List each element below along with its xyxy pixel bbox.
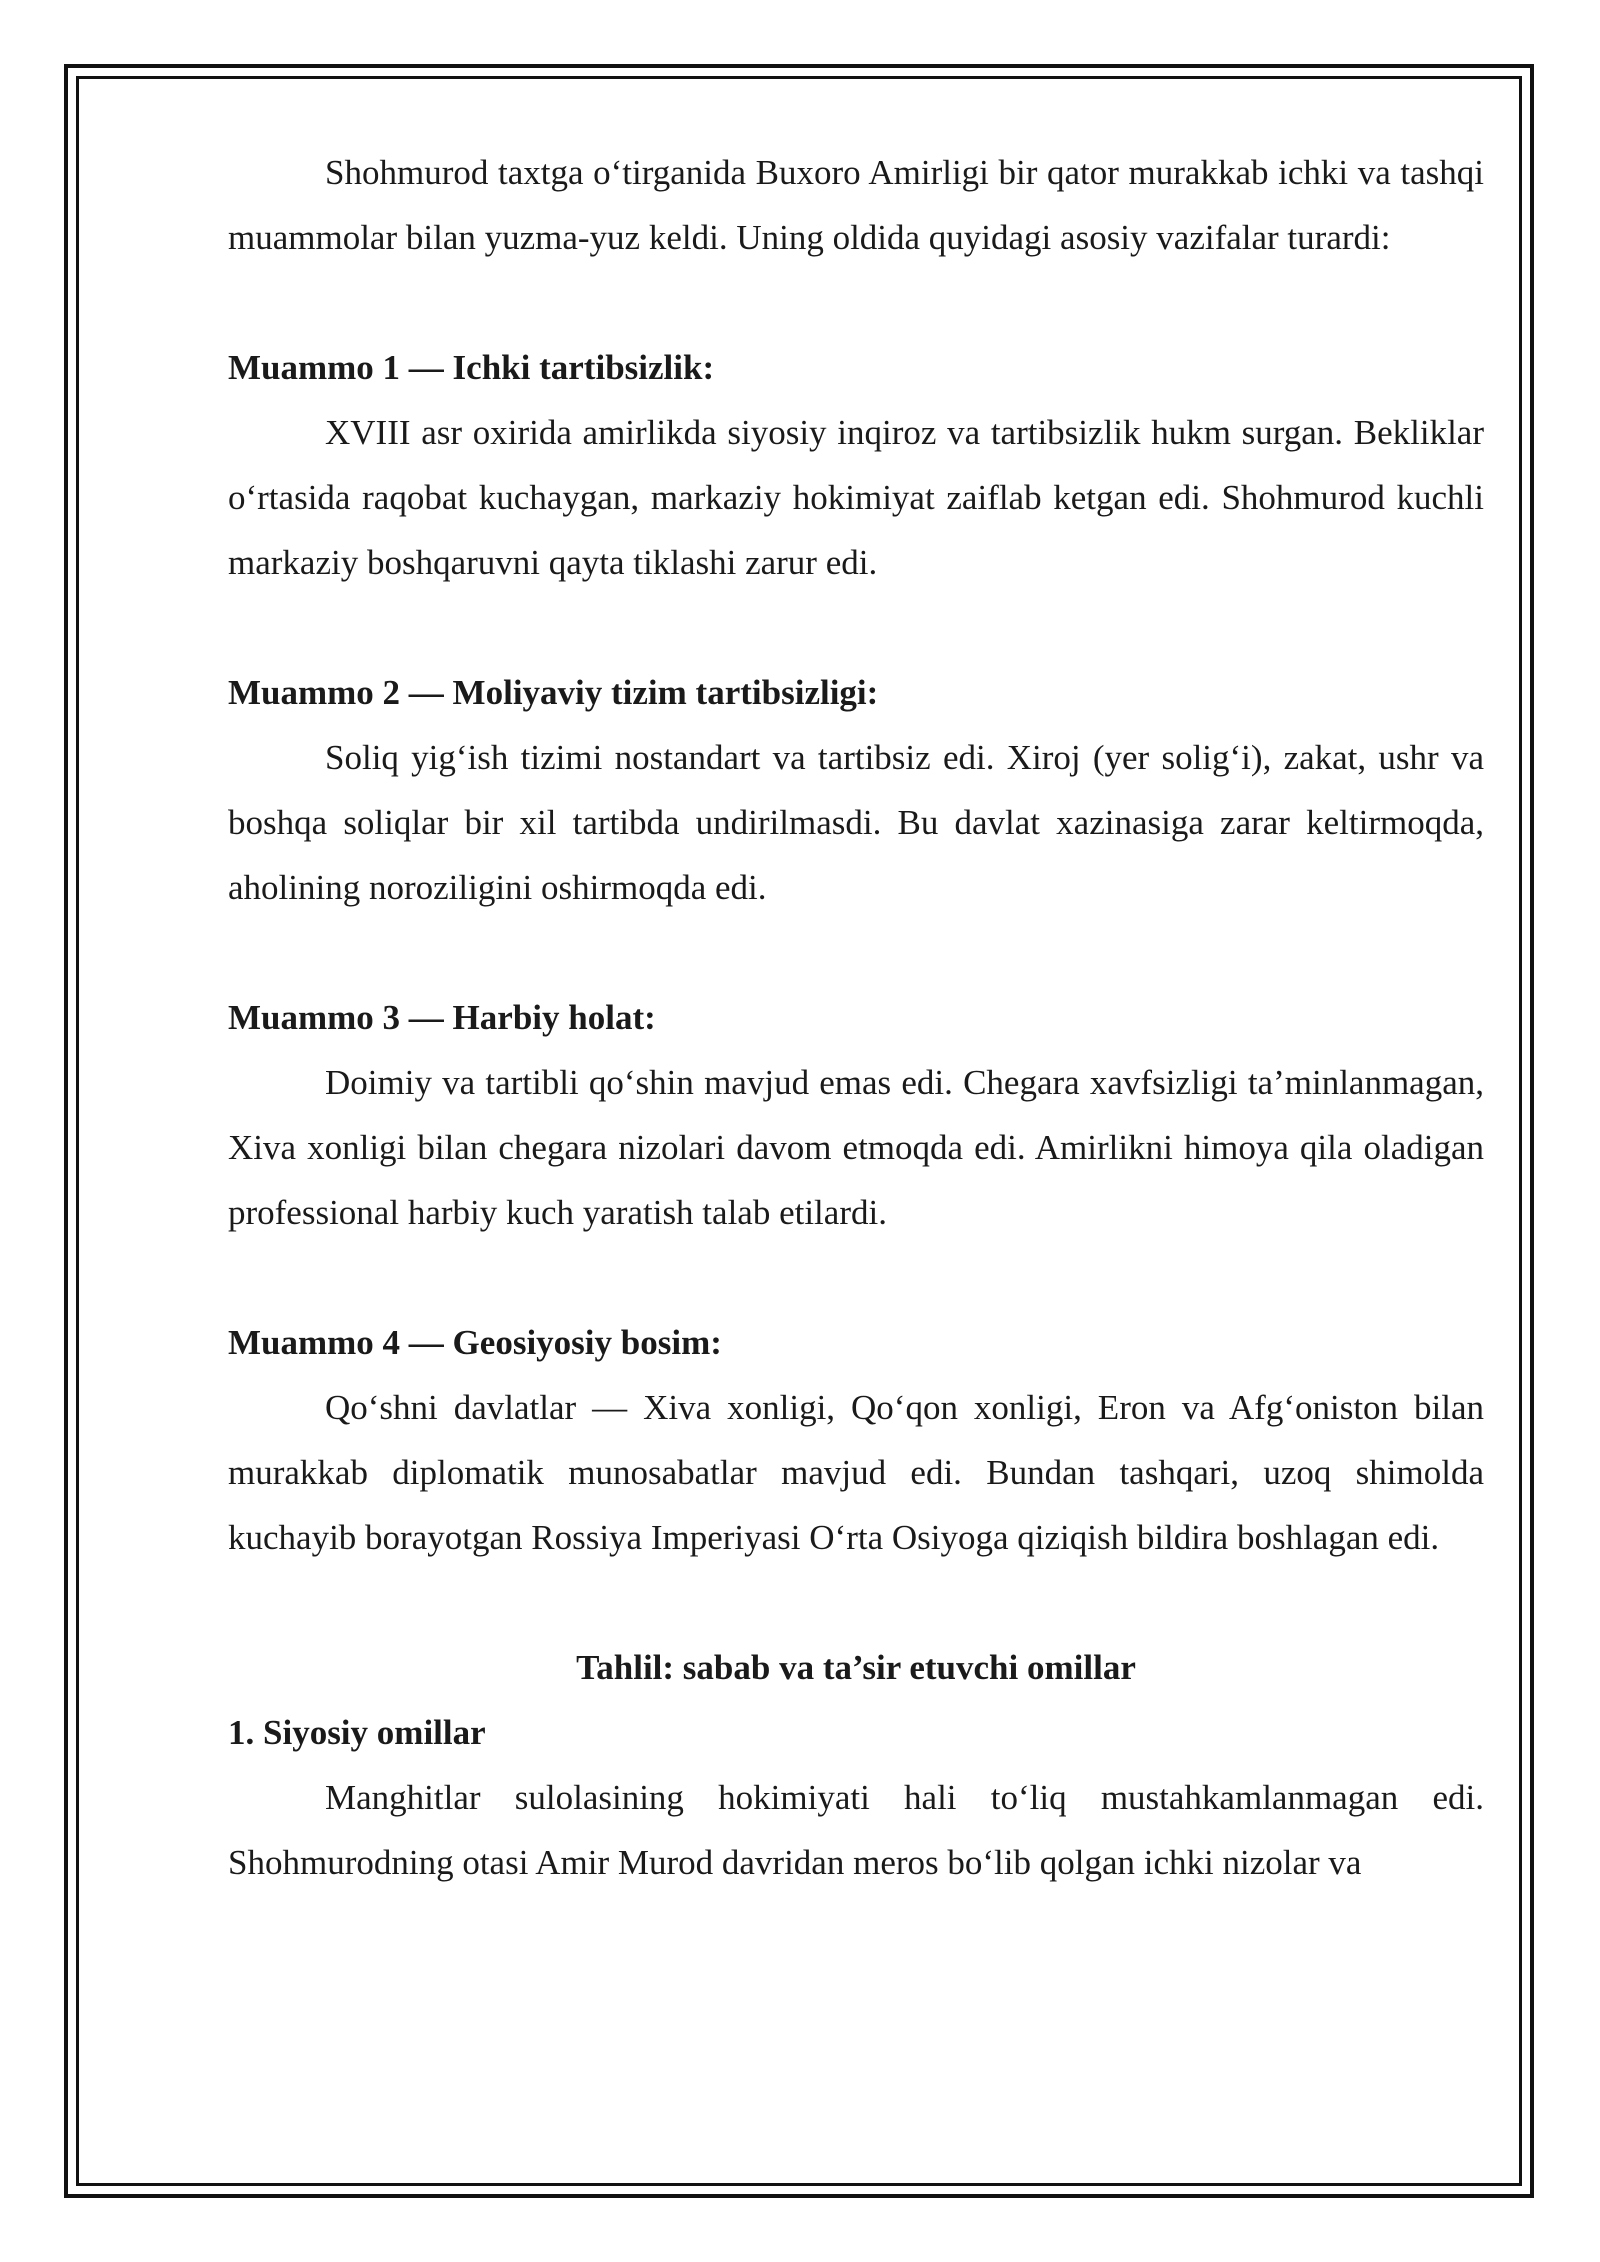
analysis-title: Tahlil: sabab va ta’sir etuvchi omillar <box>576 1648 1136 1687</box>
spacer <box>228 1570 1484 1635</box>
problem-1-heading: Muammo 1 — Ichki tartibsizlik: <box>228 348 715 387</box>
problem-2-text: Soliq yig‘ish tizimi nostandart va tartibsiz edi. Xiroj (yer solig‘i), zakat, ushr va boshqa soliqlar bir xil tartibda undirilmasdi. Bu davlat xazinasiga zarar keltirmoqda, aholining noroziligini oshirmoqda edi. <box>228 738 1484 907</box>
problem-3-text: Doimiy va tartibli qo‘shin mavjud emas edi. Chegara xavfsizligi ta’minlanmagan, Xiva xonligi bilan chegara nizolari davom etmoqda edi. Amirlikni himoya qila oladigan professional harbiy kuch yaratish talab etilardi. <box>228 1063 1484 1232</box>
analysis-subheading: 1. Siyosiy omillar <box>228 1713 486 1752</box>
problem-2-heading: Muammo 2 — Moliyaviy tizim tartibsizligi: <box>228 673 879 712</box>
document-body <box>228 140 1484 1895</box>
problem-4-text: Qo‘shni davlatlar — Xiva xonligi, Qo‘qon xonligi, Eron va Afg‘oniston bilan murakkab diplomatik munosabatlar mavjud edi. Bundan tashqari, uzoq shimolda kuchayib borayotgan Rossiya Imperiyasi O‘rta Osiyoga qiziqish bildira boshlagan edi. <box>228 1388 1484 1557</box>
spacer <box>228 595 1484 660</box>
spacer <box>228 270 1484 335</box>
problem-3-heading: Muammo 3 — Harbiy holat: <box>228 998 656 1037</box>
problem-4-heading: Muammo 4 — Geosiyosiy bosim: <box>228 1323 722 1362</box>
spacer <box>228 920 1484 985</box>
problem-1-text: XVIII asr oxirida amirlikda siyosiy inqiroz va tartibsizlik hukm surgan. Bekliklar o‘rtasida raqobat kuchaygan, markaziy hokimiyat zaiflab ketgan edi. Shohmurod kuchli markaziy boshqaruvni qayta tiklashi zarur edi. <box>228 413 1484 582</box>
intro-paragraph: Shohmurod taxtga o‘tirganida Buxoro Amirligi bir qator murakkab ichki va tashqi muammolar bilan yuzma-yuz keldi. Uning oldida quyidagi asosiy vazifalar turardi: <box>228 153 1484 257</box>
analysis-text: Manghitlar sulolasining hokimiyati hali to‘liq mustahkamlanmagan edi. Shohmurodning otasi Amir Murod davridan meros bo‘lib qolgan ichki nizolar va <box>228 1778 1484 1882</box>
spacer <box>228 1245 1484 1310</box>
